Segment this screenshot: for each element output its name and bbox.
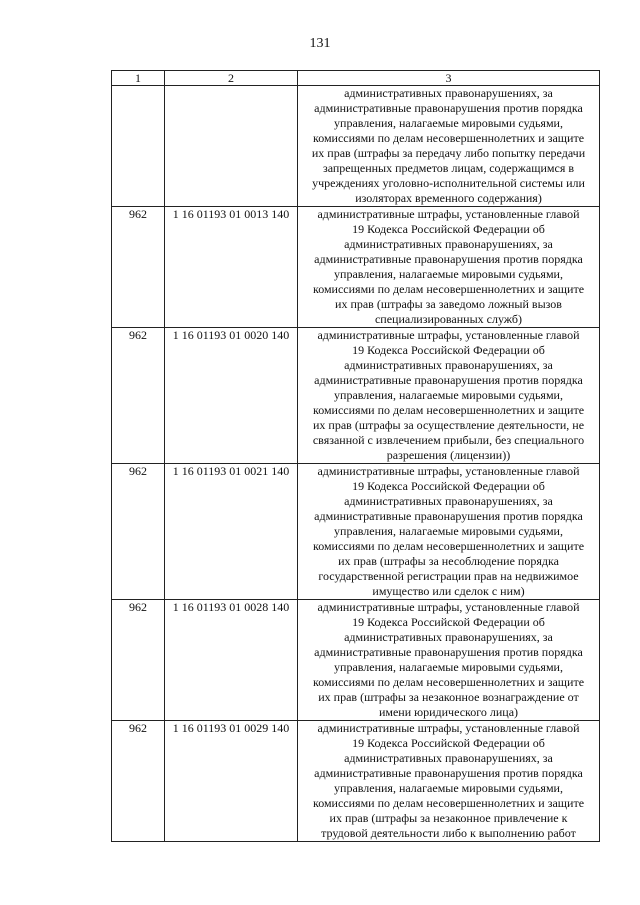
- revenue-name-line: управления, налагаемые мировыми судьями,: [334, 267, 563, 281]
- revenue-name-line: административные правонарушения против порядка: [314, 766, 583, 780]
- revenue-name-line: разрешения (лицензии)): [386, 448, 511, 462]
- revenue-name-line: имущество или сделок с ним): [372, 584, 525, 598]
- revenue-name-line: 19 Кодекса Российской Федерации об: [352, 736, 545, 750]
- budget-codes-table: [111, 70, 600, 842]
- budget-code-cell: [165, 86, 298, 207]
- revenue-name-line: государственной регистрации прав на недвижимое: [318, 569, 579, 583]
- revenue-name-line: имени юридического лица): [378, 705, 519, 719]
- admin-code-cell: 962: [112, 207, 165, 328]
- revenue-name-line: 19 Кодекса Российской Федерации об: [352, 615, 545, 629]
- revenue-name-line: комиссиями по делам несовершеннолетних и защите: [312, 403, 585, 417]
- revenue-name-line: административные штрафы, установленные главой: [317, 721, 580, 735]
- table-row: [112, 328, 600, 464]
- admin-code-cell: [112, 86, 165, 207]
- revenue-name-line: их прав (штрафы за незаконное привлечение к: [329, 811, 568, 825]
- page-number: 131: [309, 36, 331, 51]
- revenue-name-line: административных правонарушениях, за: [344, 358, 553, 372]
- revenue-name-line: 19 Кодекса Российской Федерации об: [352, 479, 545, 493]
- budget-code-cell: 1 16 01193 01 0029 140: [165, 721, 298, 842]
- revenue-name-line: управления, налагаемые мировыми судьями,: [334, 524, 563, 538]
- revenue-name-line: комиссиями по делам несовершеннолетних и защите: [312, 131, 585, 145]
- column-header-1: 1: [112, 71, 165, 86]
- revenue-name-line: административных правонарушениях, за: [344, 237, 553, 251]
- revenue-name-line: административные правонарушения против порядка: [314, 509, 583, 523]
- revenue-name-line: запрещенных предметов лицам, содержащимся в: [322, 161, 575, 175]
- revenue-name-cell: [298, 328, 600, 464]
- revenue-name-line: административных правонарушениях, за: [344, 86, 553, 100]
- revenue-name-line: их прав (штрафы за заведомо ложный вызов: [335, 297, 562, 311]
- revenue-name-line: административные штрафы, установленные главой: [317, 328, 580, 342]
- revenue-name-line: комиссиями по делам несовершеннолетних и защите: [312, 282, 585, 296]
- revenue-name-line: комиссиями по делам несовершеннолетних и защите: [312, 539, 585, 553]
- revenue-name-line: их прав (штрафы за передачу либо попытку передачи: [311, 146, 586, 160]
- revenue-name-line: комиссиями по делам несовершеннолетних и защите: [312, 675, 585, 689]
- revenue-name-cell: [298, 207, 600, 328]
- budget-code-cell: 1 16 01193 01 0013 140: [165, 207, 298, 328]
- revenue-name-line: административные правонарушения против порядка: [314, 645, 583, 659]
- revenue-name-line: изоляторах временного содержания): [355, 191, 542, 205]
- revenue-name-line: управления, налагаемые мировыми судьями,: [334, 388, 563, 402]
- revenue-name-cell: [298, 721, 600, 842]
- revenue-name-line: учреждениях уголовно-исполнительной системы или: [312, 176, 585, 190]
- admin-code-cell: 962: [112, 721, 165, 842]
- revenue-name-line: управления, налагаемые мировыми судьями,: [334, 660, 563, 674]
- revenue-name-line: административные штрафы, установленные главой: [317, 464, 580, 478]
- revenue-name-line: их прав (штрафы за незаконное вознаграждение от: [318, 690, 579, 704]
- revenue-name-line: административные штрафы, установленные главой: [317, 207, 580, 221]
- budget-code-cell: 1 16 01193 01 0021 140: [165, 464, 298, 600]
- table-row: [112, 721, 600, 842]
- column-header-3: 3: [298, 71, 600, 86]
- revenue-name-line: административных правонарушениях, за: [344, 494, 553, 508]
- revenue-name-line: 19 Кодекса Российской Федерации об: [352, 222, 545, 236]
- revenue-name-line: управления, налагаемые мировыми судьями,: [334, 116, 563, 130]
- budget-code-cell: 1 16 01193 01 0028 140: [165, 600, 298, 721]
- admin-code-cell: 962: [112, 328, 165, 464]
- revenue-name-line: административные штрафы, установленные главой: [317, 600, 580, 614]
- column-header-2: 2: [165, 71, 298, 86]
- revenue-name-cell: [298, 86, 600, 207]
- revenue-name-line: управления, налагаемые мировыми судьями,: [334, 781, 563, 795]
- revenue-name-line: административные правонарушения против порядка: [314, 101, 583, 115]
- table-row: [112, 600, 600, 721]
- revenue-name-line: трудовой деятельности либо к выполнению работ: [321, 826, 576, 840]
- table-header-row: [112, 71, 600, 86]
- table-row: [112, 86, 600, 207]
- revenue-name-line: их прав (штрафы за несоблюдение порядка: [338, 554, 559, 568]
- revenue-name-line: административных правонарушениях, за: [344, 751, 553, 765]
- revenue-name-line: административные правонарушения против порядка: [314, 373, 583, 387]
- table-row: [112, 207, 600, 328]
- budget-code-cell: 1 16 01193 01 0020 140: [165, 328, 298, 464]
- revenue-name-line: связанной с извлечением прибыли, без специального: [312, 433, 585, 447]
- revenue-name-cell: [298, 464, 600, 600]
- revenue-name-line: комиссиями по делам несовершеннолетних и защите: [312, 796, 585, 810]
- revenue-name-cell: [298, 600, 600, 721]
- revenue-name-line: 19 Кодекса Российской Федерации об: [352, 343, 545, 357]
- revenue-name-line: административные правонарушения против порядка: [314, 252, 583, 266]
- admin-code-cell: 962: [112, 600, 165, 721]
- revenue-name-line: специализированных служб): [374, 312, 523, 326]
- table-row: [112, 464, 600, 600]
- revenue-name-line: их прав (штрафы за осуществление деятельности, не: [312, 418, 585, 432]
- revenue-name-line: административных правонарушениях, за: [344, 630, 553, 644]
- admin-code-cell: 962: [112, 464, 165, 600]
